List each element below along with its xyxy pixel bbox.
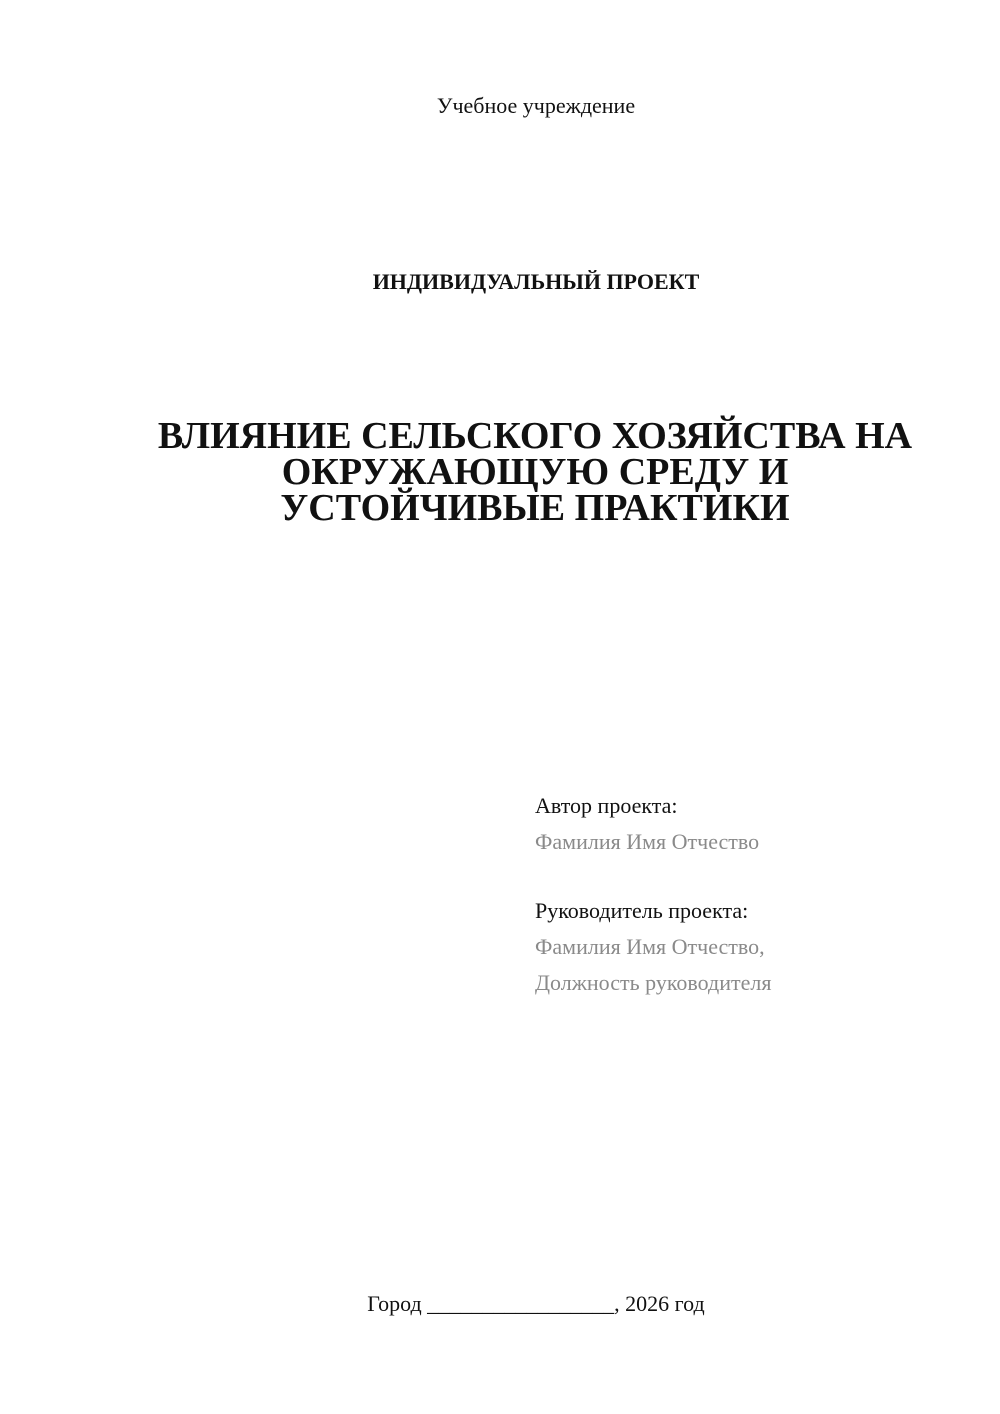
institution-name: Учебное учреждение [436,93,636,118]
project-title-line: ВЛИЯНИЕ СЕЛЬСКОГО ХОЗЯЙСТВА НА [157,415,913,457]
project-title [110,415,960,529]
author-label: Автор проекта: [535,793,678,818]
supervisor-block [535,893,975,1001]
supervisor-position: Должность руководителя [535,970,772,995]
document-type: ИНДИВИДУАЛЬНЫЙ ПРОЕКТ [372,269,700,294]
project-title-line: УСТОЙЧИВЫЕ ПРАКТИКИ [280,487,790,529]
supervisor-label: Руководитель проекта: [535,898,749,923]
supervisor-name: Фамилия Имя Отчество, [535,934,765,959]
project-title-line: ОКРУЖАЮЩУЮ СРЕДУ И [281,451,789,493]
author-name: Фамилия Имя Отчество [535,829,760,854]
city-year-line: Город _________________, 2026 год [367,1291,705,1316]
author-block [535,788,975,860]
